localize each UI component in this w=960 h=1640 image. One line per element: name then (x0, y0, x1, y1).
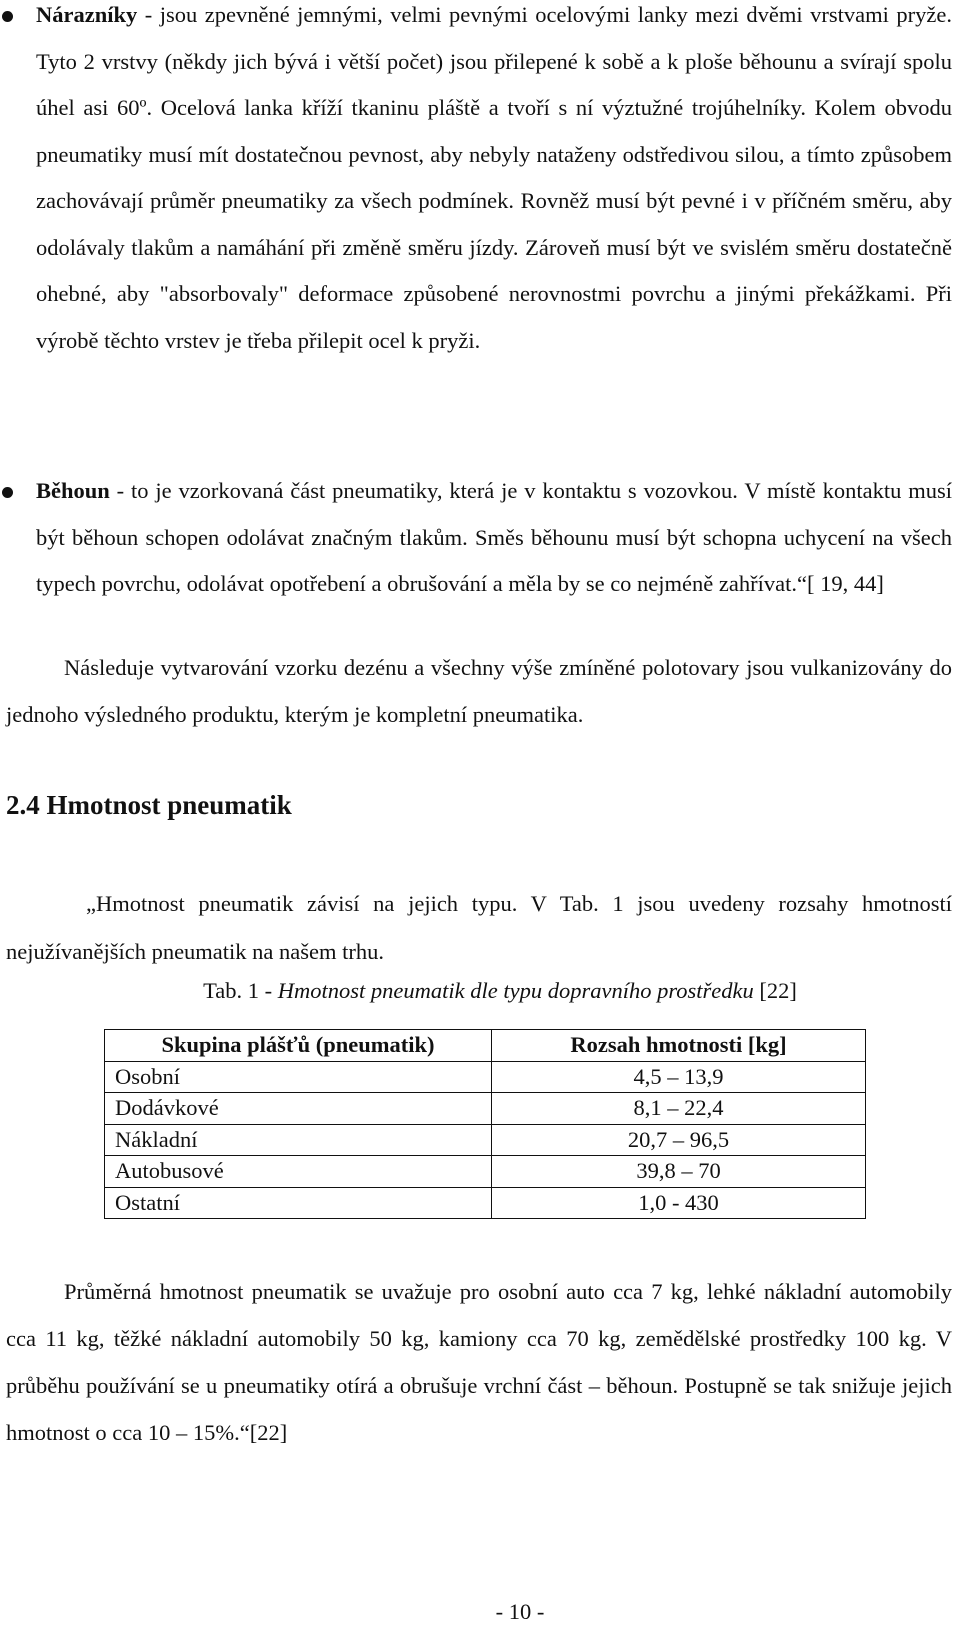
table-row (105, 1124, 866, 1156)
table-header-row (105, 1030, 866, 1062)
table-cell-group: Autobusové (105, 1156, 492, 1188)
table-header-cell: Rozsah hmotnosti [kg] (492, 1030, 866, 1062)
table-header-cell: Skupina plášťů (pneumatik) (105, 1030, 492, 1062)
caption-title: Hmotnost pneumatik dle typu dopravního prostředku (277, 978, 754, 1003)
bullet-item-behoun (0, 468, 960, 608)
bullet-dot-icon (2, 11, 13, 22)
caption-ref: [22] (753, 978, 797, 1003)
paragraph-average-mass: Průměrná hmotnost pneumatik se uvažuje pro osobní auto cca 7 kg, lehké nákladní automobily cca 11 kg, těžké nákladní automobily 50 kg, kamiony cca 70 kg, zemědělské prostředky 100 kg. V průběhu používání se u pneumatiky otírá a obrušuje vrchní část – běhoun. Postupně se tak snižuje jejich hmotnost o cca 10 – 15%.“[22] (6, 1279, 952, 1445)
table-cell-range: 39,8 – 70 (492, 1156, 866, 1188)
section-heading: 2.4 Hmotnost pneumatik (6, 790, 292, 820)
table-caption (0, 976, 960, 1006)
bullet-text: - to je vzorkovaná část pneumatiky, která je v kontaktu s vozovkou. V místě kontaktu musí být běhoun schopen odolávat značným tlakům. Směs běhounu musí být schopna uchycení na všech typech povrchu, odolávat opotřebení a obrušování a měla by se co nejméně zahřívat.“[ 19, 44] (36, 478, 952, 596)
table-cell-group: Nákladní (105, 1124, 492, 1156)
table-row (105, 1156, 866, 1188)
bullet-text: - jsou zpevněné jemnými, velmi pevnými ocelovými lanky mezi dvěmi vrstvami pryže. Tyto 2 vrstvy (někdy jich bývá i větší počet) jsou přilepené k sobě a k ploše běhounu a svírají spolu úhel asi 60º. Ocelová lanka kříží tkaninu pláště a tvoří s ní výztužné trojúhelníky. Kolem obvodu pneumatiky musí mít dostatečnou pevnost, aby nebyly nataženy odstředivou silou, a tímto způsobem zachovávají průměr pneumatiky za všech podmínek. Rovněž musí být pevné i v příčném směru, aby odolávaly tlakům a namáhání při změně směru jízdy. Zároveň musí být ve svislém směru dostatečně ohebné, aby "absorbovaly" deformace způsobené nerovnostmi povrchu a jinými překážkami. Při výrobě těchto vrstev je třeba přilepit ocel k pryži. (36, 2, 952, 353)
table-row (105, 1061, 866, 1093)
mass-table (104, 1029, 866, 1219)
table-row (105, 1093, 866, 1125)
bullet-dot-icon (2, 487, 13, 498)
bullet-term: Běhoun (36, 478, 110, 503)
bullet-term: Nárazníky (36, 2, 138, 27)
table-cell-group: Osobní (105, 1061, 492, 1093)
table-row (105, 1187, 866, 1219)
table-cell-range: 4,5 – 13,9 (492, 1061, 866, 1093)
table-cell-range: 8,1 – 22,4 (492, 1093, 866, 1125)
table-cell-group: Dodávkové (105, 1093, 492, 1125)
paragraph-intro-table: „Hmotnost pneumatik závisí na jejich typu. V Tab. 1 jsou uvedeny rozsahy hmotností nejužívanějších pneumatik na našem trhu. (6, 891, 952, 964)
table-cell-range: 20,7 – 96,5 (492, 1124, 866, 1156)
table-cell-range: 1,0 - 430 (492, 1187, 866, 1219)
bullet-item-naraznky (0, 0, 960, 364)
table-cell-group: Ostatní (105, 1187, 492, 1219)
caption-prefix: Tab. 1 - (203, 978, 278, 1003)
paragraph-vulcanization: Následuje vytvarování vzorku dezénu a všechny výše zmíněné polotovary jsou vulkanizovány do jednoho výsledného produktu, kterým je kompletní pneumatika. (6, 655, 952, 727)
page-number: - 10 - (495, 1599, 545, 1624)
